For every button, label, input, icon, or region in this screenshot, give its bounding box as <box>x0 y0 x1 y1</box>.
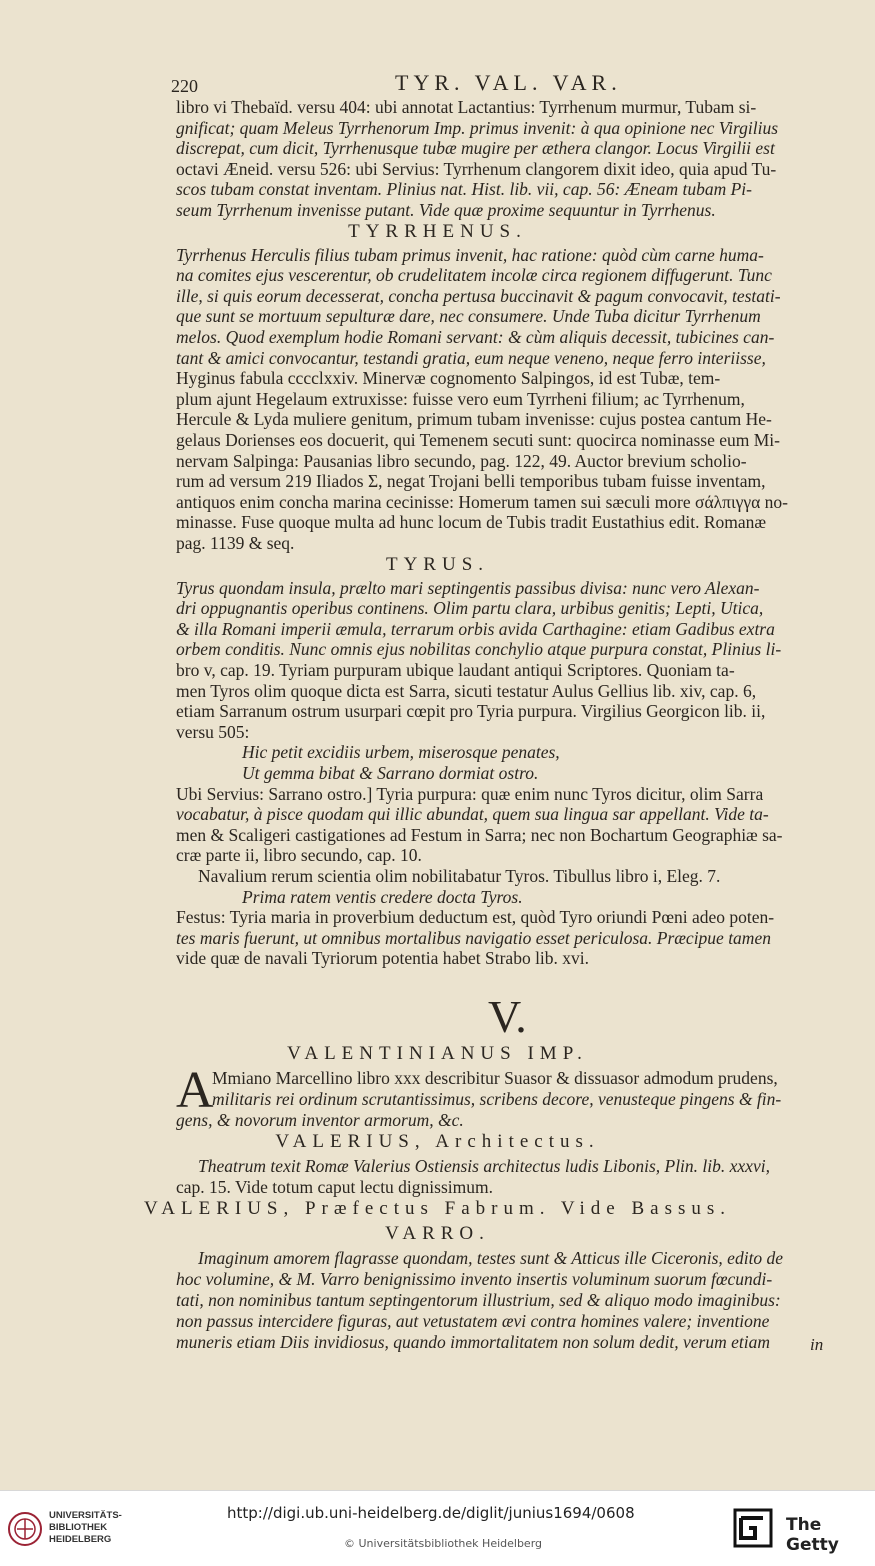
section-heading: TYRUS. <box>385 553 490 575</box>
text-line: dri oppugnantis operibus continens. Olim partu clara, urbibus genitis; Lepti, Utica, <box>176 598 764 619</box>
text-line: Mmiano Marcellino libro xxx describitur Suasor & dissuasor admodum prudens, <box>212 1068 778 1088</box>
permalink-url[interactable]: http://digi.ub.uni-heidelberg.de/diglit/junius1694/0608 <box>227 1504 635 1522</box>
text-line: tes maris fuerunt, ut omnibus mortalibus navigatio esset periculosa. Præcipue tamen <box>176 927 771 948</box>
catchword: in <box>810 1335 824 1354</box>
section-heading: VALENTINIANUS IMP. <box>287 1043 588 1064</box>
viewer-footer <box>0 1490 875 1566</box>
text-line: Hyginus fabula cccclxxiv. Minervæ cognomento Salpingos, id est Tubæ, tem- <box>176 368 721 389</box>
text-line: militaris rei ordinum scrutantissimus, scribens decore, venusteque pingens & fin- <box>212 1089 782 1109</box>
library-line: UNIVERSITÄTS- <box>49 1510 122 1521</box>
text-line: melos. Quod exemplum hodie Romani servant: & cùm aliquis decessit, tubicines can- <box>176 327 775 347</box>
text-line: rum ad versum 219 Iliados Σ, negat Trojani belli temporibus tubam fuisse inventam, <box>176 471 766 492</box>
copyright-text: © Universitätsbibliothek Heidelberg <box>344 1537 543 1550</box>
text-line: scos tubam constat inventam. Plinius nat. Hist. lib. vii, cap. 56: Æneam tubam Pi- <box>176 179 752 200</box>
text-line: Navalium rerum scientia olim nobilitabatur Tyros. Tibullus libro i, Eleg. 7. <box>198 866 721 886</box>
text-line: versu 505: <box>176 721 250 742</box>
text-line: hoc volumine, & M. Varro benignissimo invento insertis voluminum suorum fœcundi- <box>176 1269 773 1289</box>
section-letter: V. <box>488 991 527 1042</box>
text-line: Imaginum amorem flagrasse quondam, testes sunt & Atticus ille Ciceronis, edito de <box>198 1248 784 1268</box>
text-line: non passus intercidere figuras, aut vetustatem ævi contra homines valere; inventione <box>176 1311 770 1331</box>
running-head: TYR. VAL. VAR. <box>395 70 622 95</box>
text-line: gelaus Dorienses eos docuerit, qui Temenem secuti sunt: quocirca nominasse eum Mi- <box>176 430 780 450</box>
text-line: bro v, cap. 19. Tyriam purpuram ubique laudant antiqui Scriptores. Quoniam ta- <box>176 660 735 680</box>
text-line: cræ parte ii, libro secundo, cap. 10. <box>176 845 422 866</box>
text-line: orbem conditis. Nunc omnis ejus nobilitas conchylio atque purpura constat, Plinius li- <box>176 639 782 660</box>
text-line: Tyrrhenus Herculis filius tubam primus invenit, hac ratione: quòd cùm carne huma- <box>176 244 764 265</box>
drop-cap: A <box>176 1062 214 1119</box>
text-line: ille, si quis eorum decesserat, concha pertusa buccinavit & pagum convocavit, testati- <box>176 285 781 306</box>
library-line: HEIDELBERG <box>49 1534 112 1545</box>
section-heading: VALERIUS, Præfectus Fabrum. Vide Bassus. <box>143 1198 732 1219</box>
text-line: men Tyros olim quoque dicta est Sarra, sicuti testatur Aulus Gellius lib. xiv, cap. 6, <box>176 680 757 701</box>
section-heading: TYRRHENUS. <box>348 220 527 242</box>
text-line: men & Scaligeri castigationes ad Festum in Sarra; nec non Bochartum Geographiæ sa- <box>176 824 783 845</box>
getty-name: The Getty <box>786 1515 839 1555</box>
text-line: Hic petit excidiis urbem, miserosque penates, <box>242 742 560 763</box>
text-line: gens, & novorum inventor armorum, &c. <box>176 1110 464 1130</box>
text-line: que sunt se mortuum sepulturæ dare, nec consumere. Unde Tuba dicitur Tyrrhenum <box>176 306 761 327</box>
getty-logo-icon <box>733 1508 773 1548</box>
text-line: Prima ratem ventis credere docta Tyros. <box>242 886 523 907</box>
text-line: na comites ejus vescerentur, ob crudelitatem incolæ circa regionem diffugerunt. Tunc <box>176 265 772 286</box>
text-line: plum ajunt Hegelaum extruxisse: fuisse vero eum Tyrrheni filium; ac Tyrrhenum, <box>176 388 745 409</box>
text-line: gnificat; quam Meleus Tyrrhenorum Imp. primus invenit: à qua opinione nec Virgilius <box>176 117 779 138</box>
text-line: minasse. Fuse quoque multa ad hunc locum de Tubis tradit Eustathius edit. Romanæ <box>176 512 767 533</box>
text-line: vocabatur, à pisce quodam qui illic abundat, quem sua lingua sar appellant. Vide ta- <box>176 804 769 825</box>
text-line: octavi Æneid. versu 526: ubi Servius: Tyrrhenum clangorem dixit ideo, quia apud Tu- <box>176 158 777 179</box>
text-line: Hercule & Lyda muliere genitum, primum tubam invenisse: cujus postea cantum He- <box>176 409 772 430</box>
text-line: cap. 15. Vide totum caput lectu dignissimum. <box>176 1177 493 1197</box>
page-number: 220 <box>171 76 198 96</box>
text-line: discrepat, cum dicit, Tyrrhenusque tubæ mugire per æthera clangor. Locus Virgilii est <box>176 138 775 159</box>
text-line: Ubi Servius: Sarrano ostro.] Tyria purpura: quæ enim nunc Tyros dicitur, olim Sarra <box>176 783 764 804</box>
text-line: Ut gemma bibat & Sarrano dormiat ostro. <box>242 763 539 783</box>
text-line: tant & amici convocantur, testandi gratia, eum neque veneno, neque ferro interiisse, <box>176 347 766 368</box>
text-line: pag. 1139 & seq. <box>176 533 295 553</box>
text-line: muneris etiam Diis invidiosus, quando immortalitatem non solum dedit, verum etiam <box>176 1332 770 1352</box>
library-line: BIBLIOTHEK <box>49 1522 108 1533</box>
text-line: nervam Salpinga: Pausanias libro secundo, pag. 122, 49. Auctor brevium scholio- <box>176 450 747 471</box>
text-line: Theatrum texit Romæ Valerius Ostiensis architectus ludis Libonis, Plin. lib. xxxvi, <box>198 1156 770 1176</box>
text-line: seum Tyrrhenum invenisse putant. Vide quæ proxime sequuntur in Tyrrhenus. <box>176 200 716 220</box>
text-line: Tyrus quondam insula, prælto mari septingentis passibus divisa: nunc vero Alexan- <box>176 577 760 598</box>
text-line: & illa Romani imperii æmula, terrarum orbis avida Carthagine: etiam Gadibus extra <box>176 618 775 639</box>
university-seal-icon <box>8 1509 42 1549</box>
text-line: antiquos enim concha marina cecinisse: Homerum tamen sui sæculi more σάλπιγγα no- <box>176 491 788 512</box>
text-line: Festus: Tyria maria in proverbium deductum est, quòd Tyro oriundi Pœni adeo poten- <box>176 907 775 928</box>
text-line: libro vi Thebaïd. versu 404: ubi annotat Lactantius: Tyrrhenum murmur, Tubam si- <box>176 97 757 117</box>
text-line: etiam Sarranum ostrum usurpari cœpit pro Tyria purpura. Virgilius Georgicon lib. ii, <box>176 701 766 722</box>
library-name <box>49 1510 122 1546</box>
text-line: tati, non nominibus tantum septingentorum illustrium, sed & aliquo modo imaginibus: <box>176 1290 781 1310</box>
section-heading: VARRO. <box>385 1223 490 1244</box>
section-heading: VALERIUS, Architectus. <box>275 1131 600 1152</box>
text-line: vide quæ de navali Tyriorum potentia habet Strabo lib. xvi. <box>176 948 590 969</box>
